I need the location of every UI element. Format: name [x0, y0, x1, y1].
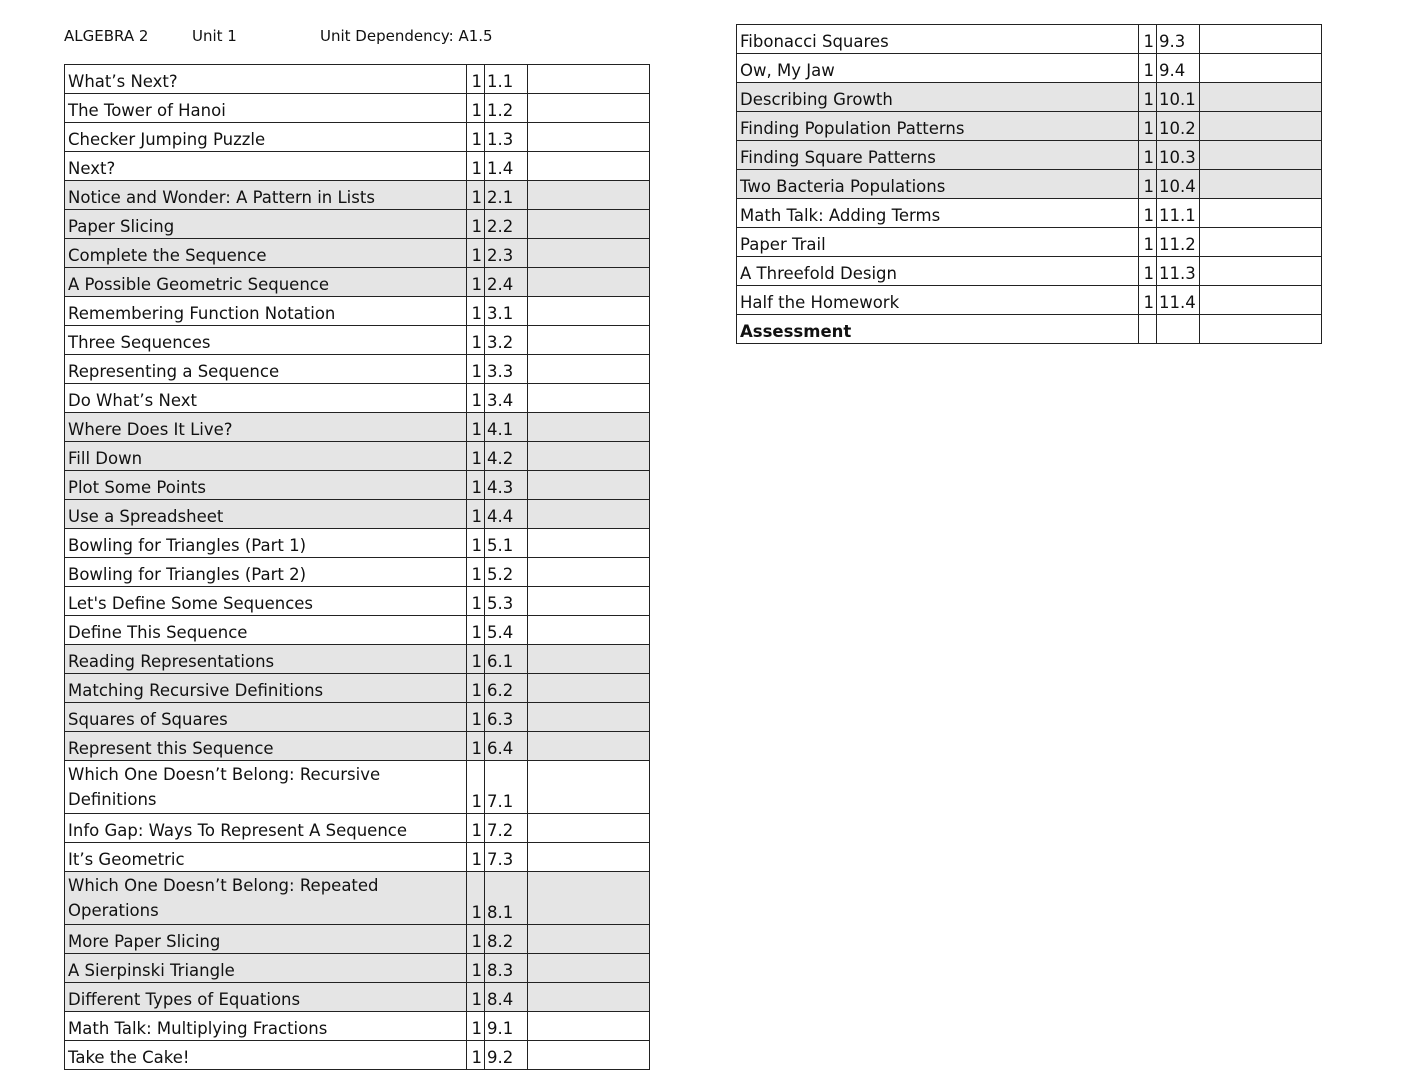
- unit-number-cell: 1: [467, 239, 485, 268]
- unit-number-cell: 1: [467, 268, 485, 297]
- notes-cell: [528, 645, 650, 674]
- table-row: [65, 239, 650, 268]
- table-row: [737, 315, 1322, 344]
- notes-cell: [528, 1012, 650, 1041]
- notes-cell: [528, 384, 650, 413]
- lesson-number-cell: 3.4: [485, 384, 528, 413]
- unit-number-cell: 1: [467, 500, 485, 529]
- notes-cell: [1200, 83, 1322, 112]
- lesson-number-cell: 6.2: [485, 674, 528, 703]
- lesson-number-cell: 4.3: [485, 471, 528, 500]
- lesson-number-cell: 10.2: [1157, 112, 1200, 141]
- lesson-title-cell: Fill Down: [65, 442, 467, 471]
- table-row: [65, 703, 650, 732]
- lesson-number-cell: 10.4: [1157, 170, 1200, 199]
- unit-number-cell: 1: [467, 587, 485, 616]
- unit-number-cell: 1: [467, 1041, 485, 1070]
- unit-number-cell: 1: [1139, 54, 1157, 83]
- notes-cell: [528, 239, 650, 268]
- table-row: [65, 872, 650, 925]
- table-row: [737, 83, 1322, 112]
- lesson-title-cell: Info Gap: Ways To Represent A Sequence: [65, 814, 467, 843]
- unit-number-cell: 1: [1139, 257, 1157, 286]
- lesson-number-cell: 2.2: [485, 210, 528, 239]
- table-row: [65, 558, 650, 587]
- unit-number-cell: 1: [467, 814, 485, 843]
- notes-cell: [1200, 286, 1322, 315]
- lesson-title-cell: Half the Homework: [737, 286, 1139, 315]
- lesson-title-cell: Math Talk: Multiplying Fractions: [65, 1012, 467, 1041]
- notes-cell: [528, 761, 650, 814]
- table-row: [65, 181, 650, 210]
- lesson-title-cell: Take the Cake!: [65, 1041, 467, 1070]
- lesson-number-cell: 5.1: [485, 529, 528, 558]
- lesson-number-cell: 11.2: [1157, 228, 1200, 257]
- table-row: [65, 732, 650, 761]
- unit-number-cell: 1: [467, 703, 485, 732]
- unit-number-cell: 1: [467, 872, 485, 925]
- notes-cell: [528, 326, 650, 355]
- lesson-number-cell: 7.2: [485, 814, 528, 843]
- lesson-number-cell: 8.3: [485, 954, 528, 983]
- unit-number-cell: 1: [1139, 83, 1157, 112]
- lesson-number-cell: 1.3: [485, 123, 528, 152]
- table-row: [65, 843, 650, 872]
- notes-cell: [1200, 25, 1322, 54]
- lesson-number-cell: 1.1: [485, 65, 528, 94]
- table-row: [65, 268, 650, 297]
- lesson-title-cell: Plot Some Points: [65, 471, 467, 500]
- notes-cell: [528, 65, 650, 94]
- lesson-title-cell: Three Sequences: [65, 326, 467, 355]
- unit-number-cell: [1139, 315, 1157, 344]
- table-row: [65, 1041, 650, 1070]
- table-row: [65, 413, 650, 442]
- unit-number-cell: 1: [467, 210, 485, 239]
- lesson-number-cell: 3.2: [485, 326, 528, 355]
- lesson-number-cell: 4.2: [485, 442, 528, 471]
- unit-number-cell: 1: [467, 843, 485, 872]
- unit-number-cell: 1: [467, 181, 485, 210]
- notes-cell: [528, 954, 650, 983]
- notes-cell: [528, 500, 650, 529]
- unit-number-cell: 1: [467, 355, 485, 384]
- lesson-table-left: [64, 64, 650, 1070]
- unit-number-cell: 1: [467, 645, 485, 674]
- unit-number-cell: 1: [467, 529, 485, 558]
- lesson-title-cell: Reading Representations: [65, 645, 467, 674]
- lesson-number-cell: 2.1: [485, 181, 528, 210]
- notes-cell: [528, 268, 650, 297]
- notes-cell: [1200, 141, 1322, 170]
- notes-cell: [1200, 199, 1322, 228]
- lesson-number-cell: 4.1: [485, 413, 528, 442]
- unit-number-cell: 1: [467, 761, 485, 814]
- table-row: [65, 1012, 650, 1041]
- table-row: [737, 286, 1322, 315]
- lesson-number-cell: 8.1: [485, 872, 528, 925]
- table-row: [65, 471, 650, 500]
- lesson-number-cell: 9.2: [485, 1041, 528, 1070]
- lesson-title-cell: What’s Next?: [65, 65, 467, 94]
- lesson-title-cell: Notice and Wonder: A Pattern in Lists: [65, 181, 467, 210]
- unit-number-cell: 1: [1139, 112, 1157, 141]
- lesson-title-cell: The Tower of Hanoi: [65, 94, 467, 123]
- lesson-title-cell: It’s Geometric: [65, 843, 467, 872]
- lesson-number-cell: 9.1: [485, 1012, 528, 1041]
- table-row: [65, 94, 650, 123]
- lesson-title-cell: Paper Slicing: [65, 210, 467, 239]
- unit-number-cell: 1: [467, 471, 485, 500]
- lesson-title-cell: Do What’s Next: [65, 384, 467, 413]
- table-row: [65, 925, 650, 954]
- unit-number-cell: 1: [467, 1012, 485, 1041]
- unit-number-cell: 1: [467, 954, 485, 983]
- notes-cell: [528, 587, 650, 616]
- notes-cell: [1200, 170, 1322, 199]
- lesson-number-cell: 8.2: [485, 925, 528, 954]
- table-row: [65, 529, 650, 558]
- lesson-title-cell: Finding Square Patterns: [737, 141, 1139, 170]
- unit-number-cell: 1: [467, 326, 485, 355]
- unit-number-cell: 1: [467, 674, 485, 703]
- lesson-title-cell: Squares of Squares: [65, 703, 467, 732]
- lesson-title-cell: A Sierpinski Triangle: [65, 954, 467, 983]
- table-row: [65, 761, 650, 814]
- lesson-title-cell: Which One Doesn’t Belong: Recursive Definitions: [65, 761, 467, 814]
- notes-cell: [528, 210, 650, 239]
- course-title: ALGEBRA 2: [64, 27, 149, 45]
- unit-number-cell: 1: [1139, 141, 1157, 170]
- lesson-number-cell: 11.4: [1157, 286, 1200, 315]
- lesson-title-cell: Two Bacteria Populations: [737, 170, 1139, 199]
- lesson-title-cell: More Paper Slicing: [65, 925, 467, 954]
- lesson-number-cell: 3.3: [485, 355, 528, 384]
- table-row: [65, 674, 650, 703]
- unit-number-cell: 1: [467, 732, 485, 761]
- notes-cell: [528, 872, 650, 925]
- table-row: [737, 141, 1322, 170]
- lesson-title-cell: Where Does It Live?: [65, 413, 467, 442]
- lesson-number-cell: 2.3: [485, 239, 528, 268]
- table-row: [65, 65, 650, 94]
- table-row: [65, 326, 650, 355]
- lesson-title-cell: Fibonacci Squares: [737, 25, 1139, 54]
- table-row: [65, 355, 650, 384]
- notes-cell: [528, 413, 650, 442]
- lesson-title-cell: Next?: [65, 152, 467, 181]
- notes-cell: [528, 674, 650, 703]
- lesson-title-cell: Complete the Sequence: [65, 239, 467, 268]
- lesson-number-cell: 6.4: [485, 732, 528, 761]
- notes-cell: [528, 558, 650, 587]
- lesson-title-cell: Bowling for Triangles (Part 1): [65, 529, 467, 558]
- lesson-number-cell: 3.1: [485, 297, 528, 326]
- lesson-number-cell: 10.1: [1157, 83, 1200, 112]
- lesson-number-cell: 9.4: [1157, 54, 1200, 83]
- table-row: [65, 152, 650, 181]
- table-row: [737, 112, 1322, 141]
- notes-cell: [528, 732, 650, 761]
- lesson-title-cell: Ow, My Jaw: [737, 54, 1139, 83]
- lesson-number-cell: 6.1: [485, 645, 528, 674]
- unit-number-cell: 1: [467, 442, 485, 471]
- table-row: [737, 170, 1322, 199]
- lesson-number-cell: 11.3: [1157, 257, 1200, 286]
- notes-cell: [528, 616, 650, 645]
- lesson-title-cell: Describing Growth: [737, 83, 1139, 112]
- table-row: [737, 54, 1322, 83]
- lesson-number-cell: 6.3: [485, 703, 528, 732]
- notes-cell: [1200, 112, 1322, 141]
- notes-cell: [528, 1041, 650, 1070]
- table-row: [65, 123, 650, 152]
- lesson-title-cell: Represent this Sequence: [65, 732, 467, 761]
- lesson-number-cell: 5.3: [485, 587, 528, 616]
- lesson-number-cell: [1157, 315, 1200, 344]
- unit-number-cell: 1: [467, 413, 485, 442]
- unit-number-cell: 1: [467, 616, 485, 645]
- notes-cell: [528, 529, 650, 558]
- lesson-title-cell: Representing a Sequence: [65, 355, 467, 384]
- table-row: [737, 25, 1322, 54]
- table-row: [65, 384, 650, 413]
- unit-number-cell: 1: [467, 384, 485, 413]
- lesson-number-cell: 7.1: [485, 761, 528, 814]
- notes-cell: [528, 297, 650, 326]
- lesson-number-cell: 8.4: [485, 983, 528, 1012]
- unit-number-cell: 1: [1139, 228, 1157, 257]
- notes-cell: [528, 152, 650, 181]
- notes-cell: [1200, 228, 1322, 257]
- table-row: [65, 645, 650, 674]
- unit-number-cell: 1: [1139, 286, 1157, 315]
- notes-cell: [1200, 54, 1322, 83]
- unit-number-cell: 1: [467, 123, 485, 152]
- lesson-title-cell: A Possible Geometric Sequence: [65, 268, 467, 297]
- lesson-number-cell: 5.2: [485, 558, 528, 587]
- lesson-title-cell: Paper Trail: [737, 228, 1139, 257]
- lesson-title-cell: Remembering Function Notation: [65, 297, 467, 326]
- lesson-number-cell: 11.1: [1157, 199, 1200, 228]
- lesson-title-cell: Finding Population Patterns: [737, 112, 1139, 141]
- unit-number-cell: 1: [467, 152, 485, 181]
- unit-dependency: Unit Dependency: A1.5: [320, 27, 493, 45]
- notes-cell: [528, 983, 650, 1012]
- unit-number-cell: 1: [467, 65, 485, 94]
- table-row: [65, 587, 650, 616]
- notes-cell: [1200, 315, 1322, 344]
- table-row: [65, 983, 650, 1012]
- lesson-title-cell: A Threefold Design: [737, 257, 1139, 286]
- lesson-title-cell: Bowling for Triangles (Part 2): [65, 558, 467, 587]
- unit-number-cell: 1: [467, 925, 485, 954]
- table-row: [65, 297, 650, 326]
- lesson-title-cell: Which One Doesn’t Belong: Repeated Operations: [65, 872, 467, 925]
- lesson-title-cell: Let's Define Some Sequences: [65, 587, 467, 616]
- unit-number-cell: 1: [467, 297, 485, 326]
- unit-number-cell: 1: [467, 558, 485, 587]
- unit-number-cell: 1: [1139, 170, 1157, 199]
- notes-cell: [528, 703, 650, 732]
- lesson-number-cell: 10.3: [1157, 141, 1200, 170]
- table-row: [65, 954, 650, 983]
- unit-number-cell: 1: [1139, 199, 1157, 228]
- notes-cell: [528, 925, 650, 954]
- notes-cell: [1200, 257, 1322, 286]
- lesson-title-cell: Matching Recursive Definitions: [65, 674, 467, 703]
- unit-number-cell: 1: [467, 94, 485, 123]
- lesson-table-right: [736, 24, 1322, 344]
- unit-label: Unit 1: [192, 27, 237, 45]
- unit-number-cell: 1: [467, 983, 485, 1012]
- notes-cell: [528, 123, 650, 152]
- lesson-title-cell: Math Talk: Adding Terms: [737, 199, 1139, 228]
- lesson-number-cell: 7.3: [485, 843, 528, 872]
- table-row: [65, 210, 650, 239]
- notes-cell: [528, 471, 650, 500]
- table-row: [737, 228, 1322, 257]
- lesson-number-cell: 5.4: [485, 616, 528, 645]
- lesson-title-cell: Use a Spreadsheet: [65, 500, 467, 529]
- notes-cell: [528, 355, 650, 384]
- table-row: [65, 500, 650, 529]
- table-row: [737, 257, 1322, 286]
- notes-cell: [528, 843, 650, 872]
- lesson-title-cell: Assessment: [737, 315, 1139, 344]
- lesson-number-cell: 1.2: [485, 94, 528, 123]
- lesson-number-cell: 1.4: [485, 152, 528, 181]
- table-row: [737, 199, 1322, 228]
- lesson-number-cell: 9.3: [1157, 25, 1200, 54]
- lesson-title-cell: Checker Jumping Puzzle: [65, 123, 467, 152]
- lesson-title-cell: Define This Sequence: [65, 616, 467, 645]
- notes-cell: [528, 442, 650, 471]
- table-row: [65, 616, 650, 645]
- notes-cell: [528, 94, 650, 123]
- table-row: [65, 442, 650, 471]
- lesson-number-cell: 2.4: [485, 268, 528, 297]
- lesson-title-cell: Different Types of Equations: [65, 983, 467, 1012]
- notes-cell: [528, 814, 650, 843]
- table-row: [65, 814, 650, 843]
- unit-number-cell: 1: [1139, 25, 1157, 54]
- notes-cell: [528, 181, 650, 210]
- lesson-number-cell: 4.4: [485, 500, 528, 529]
